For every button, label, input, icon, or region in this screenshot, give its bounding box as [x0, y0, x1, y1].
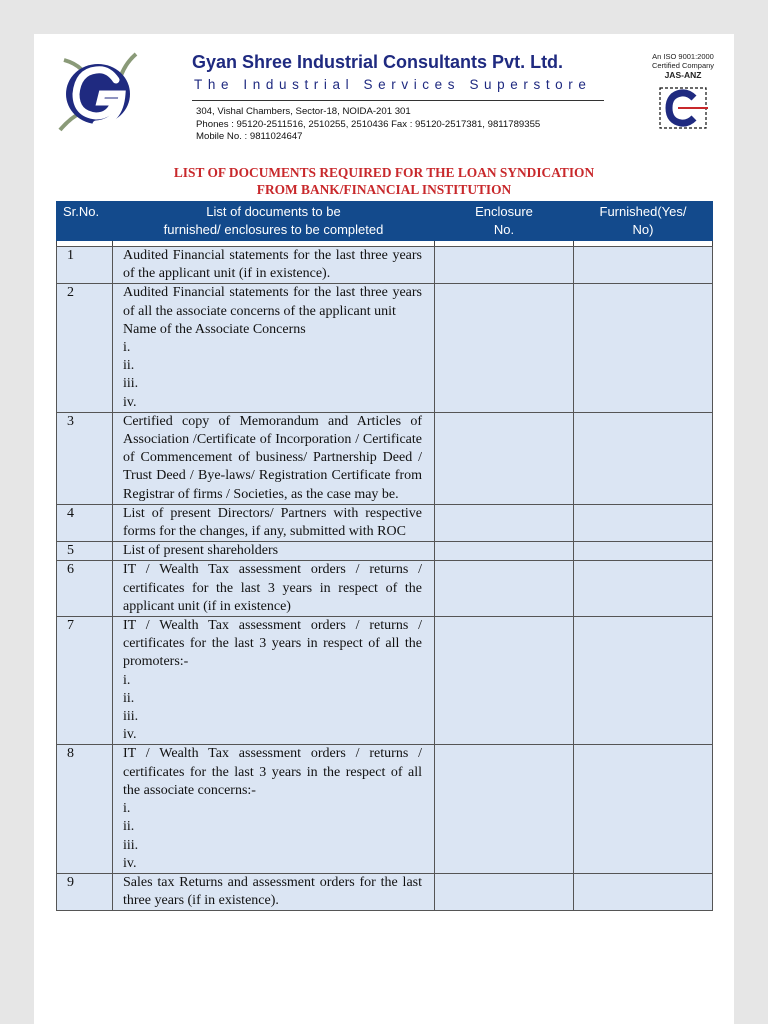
row-document — [113, 504, 435, 541]
document-sub-item: i. — [123, 801, 131, 817]
row-document — [113, 247, 435, 284]
furnished-cell[interactable] — [574, 561, 713, 617]
row-document — [113, 617, 435, 745]
document-sub-item: Name of the Associate Concerns — [123, 321, 306, 337]
header-sr-no: Sr.No. — [57, 202, 113, 241]
row-sr-no: 8 — [57, 745, 113, 873]
row-sr-no: 2 — [57, 284, 113, 412]
table-row — [57, 504, 713, 541]
table-row — [57, 247, 713, 284]
row-document — [113, 745, 435, 873]
enclosure-no-cell[interactable] — [435, 504, 574, 541]
document-sub-item: iv. — [123, 394, 137, 410]
document-sub-item: iv. — [123, 855, 137, 871]
document-sub-item: i. — [123, 672, 131, 688]
furnished-cell[interactable] — [574, 873, 713, 910]
row-sr-no: 4 — [57, 504, 113, 541]
company-contact — [196, 106, 540, 144]
document-text: Certified copy of Memorandum and Articles of Association /Certificate of Incorporation / Certificate of Commencement of business/ Partnership Deed / Trust Deed / Bye-laws/ Registration Certificate from Registrar of firms / Societies, as the case may be. — [123, 413, 422, 502]
mobile-line: Mobile No. : 9811024647 — [196, 131, 303, 142]
enclosure-no-cell[interactable] — [435, 412, 574, 504]
furnished-cell[interactable] — [574, 745, 713, 873]
enclosure-no-cell[interactable] — [435, 561, 574, 617]
iso-certification — [639, 52, 727, 80]
title-line2: FROM BANK/FINANCIAL INSTITUTION — [256, 182, 512, 197]
document-sub-item: iii. — [123, 837, 139, 853]
header-enclosure-no: Enclosure No. — [435, 202, 574, 241]
row-document — [113, 561, 435, 617]
document-text: IT / Wealth Tax assessment orders / returns / certificates for the last 3 years in respect of all the promoters:- — [123, 618, 422, 670]
iso-body: JAS-ANZ — [664, 70, 702, 80]
table-row — [57, 873, 713, 910]
document-text: Sales tax Returns and assessment orders for the last three years (if in existence). — [123, 874, 422, 909]
row-document — [113, 873, 435, 910]
furnished-cell[interactable] — [574, 284, 713, 412]
row-sr-no: 5 — [57, 542, 113, 561]
table-row — [57, 284, 713, 412]
document-sub-item: iii. — [123, 709, 139, 725]
row-sr-no: 6 — [57, 561, 113, 617]
iso-line2: Certified Company — [651, 61, 715, 70]
document-sub-item: ii. — [123, 690, 135, 706]
document-text: IT / Wealth Tax assessment orders / returns / certificates for the last 3 years in the respect of all the associate concerns:- — [123, 746, 422, 798]
enclosure-no-cell[interactable] — [435, 617, 574, 745]
header-furnished: Furnished(Yes/ No) — [574, 202, 713, 241]
phones-line: Phones : 95120-2511516, 2510255, 2510436 Fax : 95120-2517381, 9811789355 — [196, 118, 541, 130]
document-sub-item: ii. — [123, 819, 135, 835]
row-sr-no: 7 — [57, 617, 113, 745]
furnished-cell[interactable] — [574, 412, 713, 504]
table-row — [57, 617, 713, 745]
row-sr-no: 9 — [57, 873, 113, 910]
document-sub-item: iv. — [123, 727, 137, 743]
document-page — [34, 34, 734, 1024]
furnished-cell[interactable] — [574, 247, 713, 284]
document-title — [34, 164, 734, 198]
title-line1: LIST OF DOCUMENTS REQUIRED FOR THE LOAN SYNDICATION — [173, 165, 595, 180]
enclosure-no-cell[interactable] — [435, 745, 574, 873]
row-document — [113, 412, 435, 504]
document-text: IT / Wealth Tax assessment orders / returns / certificates for the last 3 years in respect of the applicant unit (if in existence) — [123, 562, 422, 614]
row-document — [113, 284, 435, 412]
table-row — [57, 542, 713, 561]
enclosure-no-cell[interactable] — [435, 542, 574, 561]
iso-line1: An ISO 9001:2000 — [652, 52, 714, 61]
enclosure-no-cell[interactable] — [435, 284, 574, 412]
row-sr-no: 3 — [57, 412, 113, 504]
header-divider — [192, 100, 604, 101]
certification-mark-icon — [656, 86, 710, 130]
row-sr-no: 1 — [57, 247, 113, 284]
enclosure-no-cell[interactable] — [435, 247, 574, 284]
address-line: 304, Vishal Chambers, Sector-18, NOIDA-201 301 — [196, 106, 411, 117]
company-tagline: The Industrial Services Superstore — [194, 77, 592, 92]
document-sub-item: iii. — [123, 376, 139, 392]
document-text: List of present shareholders — [123, 543, 279, 559]
document-text: Audited Financial statements for the last three years of the applicant unit (if in existence). — [123, 248, 422, 282]
documents-table — [56, 201, 713, 911]
furnished-cell[interactable] — [574, 542, 713, 561]
furnished-cell[interactable] — [574, 617, 713, 745]
document-text: List of present Directors/ Partners with respective forms for the changes, if any, submitted with ROC — [123, 505, 422, 540]
document-text: Audited Financial statements for the last three years of all the associate concerns of the applicant unit — [123, 285, 422, 319]
document-sub-item: ii. — [123, 358, 135, 374]
table-header-row — [57, 202, 713, 241]
header-documents: List of documents to be furnished/ enclosures to be completed — [113, 202, 435, 241]
row-document — [113, 542, 435, 561]
company-logo-icon — [56, 52, 140, 134]
document-sub-item: i. — [123, 340, 131, 356]
table-row — [57, 745, 713, 873]
furnished-cell[interactable] — [574, 504, 713, 541]
company-name: Gyan Shree Industrial Consultants Pvt. Ltd. — [192, 52, 564, 72]
table-row — [57, 561, 713, 617]
table-row — [57, 412, 713, 504]
enclosure-no-cell[interactable] — [435, 873, 574, 910]
